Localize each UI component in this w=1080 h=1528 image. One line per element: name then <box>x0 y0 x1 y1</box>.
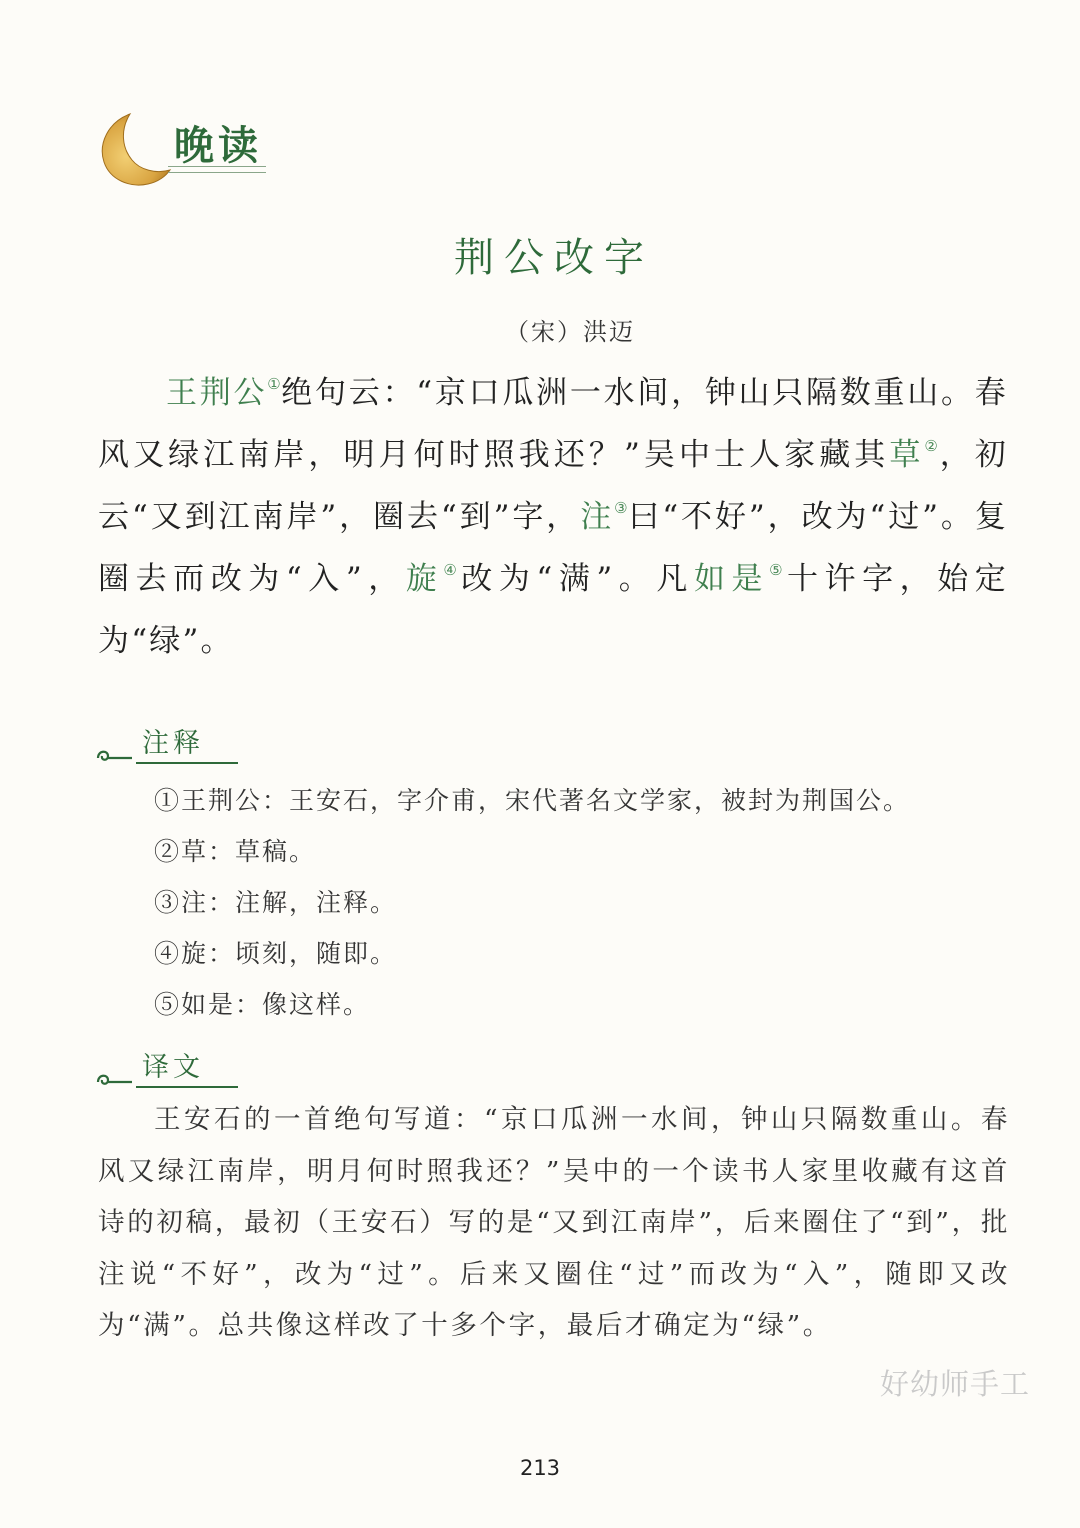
note-marker: ③ <box>614 499 629 517</box>
scroll-ornament-icon <box>96 744 132 764</box>
note-item: ②草：草稿。 <box>154 837 317 866</box>
text-segment: 改为“满”。凡 <box>461 561 694 597</box>
glossed-word: 如是 <box>693 561 770 597</box>
text-segment: ，初云“又到江南岸”，圈去“到”字， <box>98 437 1008 535</box>
poem-title: 荆公改字 <box>454 235 654 281</box>
translation-text: 王安石的一首绝句写道：“京口瓜洲一水间，钟山只隔数重山。春风又绿江南岸，明月何时照我还？”吴中的一个读书人家里收藏有这首诗的初稿，最初（王安石）写的是“又到江南岸”，后来圈住了“到”，批注说“不好”，改为“过”。后来又圈住“过”而改为“入”，随即又改为“满”。总共像这样改了十多个字，最后才确定为“绿”。 <box>98 1104 1010 1341</box>
note-item: ⑤如是：像这样。 <box>154 990 371 1019</box>
note-item: ③注：注解，注释。 <box>154 888 398 917</box>
glossed-word: 草 <box>889 437 925 473</box>
glossed-word: 旋 <box>405 561 444 597</box>
page-number: 213 <box>519 1456 561 1480</box>
translation-heading-label: 译文 <box>136 1052 238 1088</box>
note-item: ①王荆公：王安石，字介甫，宋代著名文学家，被封为荆国公。 <box>154 786 911 815</box>
note-item: ④旋：顷刻，随即。 <box>154 939 398 968</box>
text-segment: 绝句云：“京口瓜洲一水间，钟山只隔数重山。春风又绿江南岸，明月何时照我还？”吴中士人家藏其 <box>98 375 1008 473</box>
text-segment: 十许字，始定为“绿”。 <box>98 561 1008 659</box>
section-title-underline <box>168 166 266 173</box>
glossed-word: 王荆公 <box>166 375 268 411</box>
crescent-moon-icon <box>96 108 172 188</box>
note-marker: ⑤ <box>769 561 787 579</box>
notes-heading-label: 注释 <box>136 728 238 764</box>
note-marker: ① <box>267 375 282 393</box>
translation-heading <box>96 1052 238 1088</box>
watermark: 好幼师手工 <box>879 1367 1030 1401</box>
text-segment: 曰“不好”，改为“过”。复圈去而改为“入”， <box>98 499 1009 597</box>
glossed-word: 注 <box>580 499 615 535</box>
classical-text <box>98 362 1008 672</box>
section-title: 晚读 <box>174 122 262 169</box>
section-header <box>96 108 262 188</box>
scroll-ornament-icon <box>96 1068 132 1088</box>
poem-author: （宋）洪迈 <box>505 318 635 346</box>
note-marker: ② <box>924 437 940 455</box>
note-marker: ④ <box>443 561 462 579</box>
notes-list <box>154 775 1014 1030</box>
notes-heading <box>96 728 238 764</box>
